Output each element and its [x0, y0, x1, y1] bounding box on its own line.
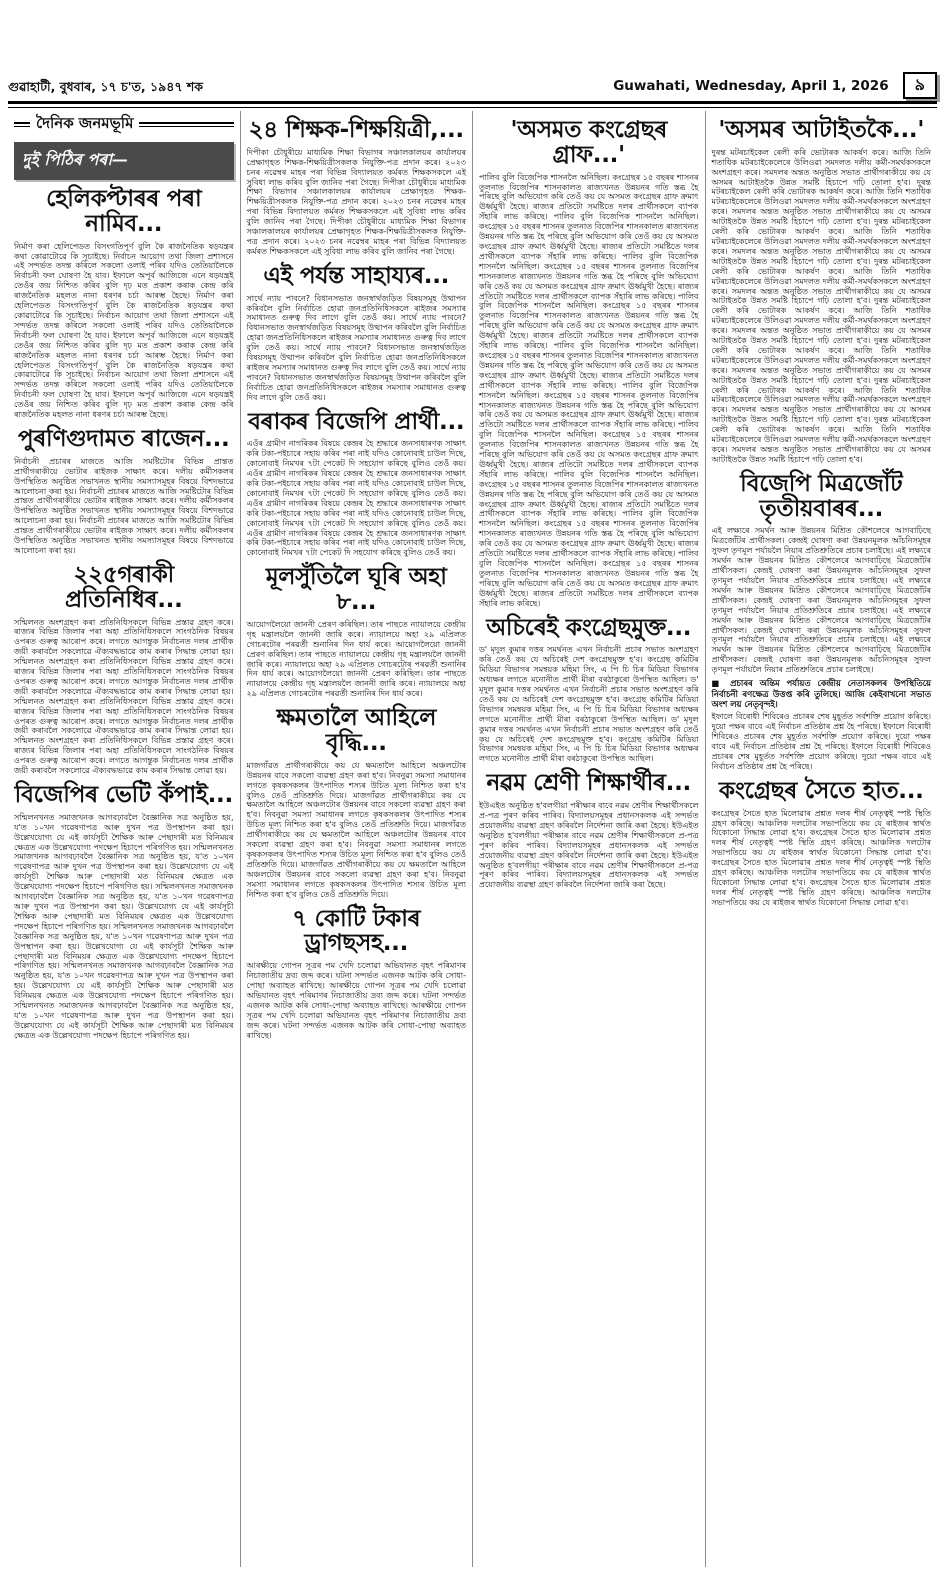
- article-body-continued: ইফালে বিৰোধী শিবিৰেও প্ৰচাৰৰ শেষ মুহূৰ্তত সৰ্বশক্তি প্ৰয়োগ কৰিছে। দুয়ো পক্ষৰ বাবে এই নিৰ্বাচন প্ৰতিষ্ঠাৰ প্ৰশ্ন হৈ পৰিছে। ইফালে বিৰোধী শিবিৰেও প্ৰচাৰৰ শেষ মুহূৰ্তত সৰ্বশক্তি প্ৰয়োগ কৰিছে। দুয়ো পক্ষৰ বাবে এই নিৰ্বাচন প্ৰতিষ্ঠাৰ প্ৰশ্ন হৈ পৰিছে। ইফালে বিৰোধী শিবিৰেও প্ৰচাৰৰ শেষ মুহূৰ্তত সৰ্বশক্তি প্ৰয়োগ কৰিছে। দুয়ো পক্ষৰ বাবে এই নিৰ্বাচন প্ৰতিষ্ঠাৰ প্ৰশ্ন হৈ পৰিছে।: [711, 712, 931, 771]
- article: [247, 565, 467, 699]
- article-bold-note: ■ প্ৰচাৰৰ অন্তিম পৰ্যায়ত কেন্দ্ৰীয় নেতাসকলৰ উপস্থিতিয়ে নিৰ্বাচনী ৰণক্ষেত্ৰ উত্তপ্ত কৰি তুলিছে। আজি কেইবাখনো সভাত অংশ লয় নেতৃবৃন্দই।: [711, 678, 931, 709]
- article-headline: ক্ষমতালৈ আহিলে বৃদ্ধি...: [276, 705, 437, 757]
- article-body: দিপীকা চৌধুৰীয়ে মাধ্যমিক শিক্ষা বিভাগৰ সঞ্চালকালয়ৰ কাৰ্যালয়ৰ প্ৰেক্ষাগৃহত শিক্ষক-শিক্ষয়িত্ৰীসকলক নিযুক্তি-পত্ৰ প্ৰদান কৰে। ২০২৩ চনৰ নৱেম্বৰ মাহৰ পৰা বিভিন্ন বিদ্যালয়ত কৰ্মৰত শিক্ষকসকলে এই সুবিধা লাভ কৰিব বুলি জানিব পৰা গৈছে। দিপীকা চৌধুৰীয়ে মাধ্যমিক শিক্ষা বিভাগৰ সঞ্চালকালয়ৰ কাৰ্যালয়ৰ প্ৰেক্ষাগৃহত শিক্ষক-শিক্ষয়িত্ৰীসকলক নিযুক্তি-পত্ৰ প্ৰদান কৰে। ২০২৩ চনৰ নৱেম্বৰ মাহৰ পৰা বিভিন্ন বিদ্যালয়ত কৰ্মৰত শিক্ষকসকলে এই সুবিধা লাভ কৰিব বুলি জানিব পৰা গৈছে। দিপীকা চৌধুৰীয়ে মাধ্যমিক শিক্ষা বিভাগৰ সঞ্চালকালয়ৰ কাৰ্যালয়ৰ প্ৰেক্ষাগৃহত শিক্ষক-শিক্ষয়িত্ৰীসকলক নিযুক্তি-পত্ৰ প্ৰদান কৰে। ২০২৩ চনৰ নৱেম্বৰ মাহৰ পৰা বিভিন্ন বিদ্যালয়ত কৰ্মৰত শিক্ষকসকলে এই সুবিধা লাভ কৰিব বুলি জানিব পৰা গৈছে।: [246, 147, 466, 256]
- article-body: এওঁৰ গ্ৰামীণ নাগৰিকৰ বিষয়ে কেন্দ্ৰৰ হৈ শ্ৰদ্ধাৰে জনসাধাৰণক সাক্ষাৎ কৰি টকা-পইচাৰে সহায় কৰিব পৰা নাই যদিও কোনোবাই চাউল দিছে, কোনোবাই নিমখৰ ৭টা পেকেট দি সহযোগ কৰিছে বুলিও তেওঁ কয়। এওঁৰ গ্ৰামীণ নাগৰিকৰ বিষয়ে কেন্দ্ৰৰ হৈ শ্ৰদ্ধাৰে জনসাধাৰণক সাক্ষাৎ কৰি টকা-পইচাৰে সহায় কৰিব পৰা নাই যদিও কোনোবাই চাউল দিছে, কোনোবাই নিমখৰ ৭টা পেকেট দি সহযোগ কৰিছে বুলিও তেওঁ কয়। এওঁৰ গ্ৰামীণ নাগৰিকৰ বিষয়ে কেন্দ্ৰৰ হৈ শ্ৰদ্ধাৰে জনসাধাৰণক সাক্ষাৎ কৰি টকা-পইচাৰে সহায় কৰিব পৰা নাই যদিও কোনোবাই চাউল দিছে, কোনোবাই নিমখৰ ৭টা পেকেট দি সহযোগ কৰিছে বুলিও তেওঁ কয়। এওঁৰ গ্ৰামীণ নাগৰিকৰ বিষয়ে কেন্দ্ৰৰ হৈ শ্ৰদ্ধাৰে জনসাধাৰণক সাক্ষাৎ কৰি টকা-পইচাৰে সহায় কৰিব পৰা নাই যদিও কোনোবাই চাউল দিছে, কোনোবাই নিমখৰ ৭টা পেকেট দি সহযোগ কৰিছে বুলিও তেওঁ কয়।: [246, 439, 466, 558]
- article-headline: বৰাকৰ বিজেপি প্ৰাৰ্থী...: [248, 408, 465, 435]
- article: [247, 264, 467, 403]
- article-headline: কংগ্ৰেছৰ সৈতে হাত...: [718, 777, 924, 804]
- article-body: আয়োগলৈয়ো জাননী প্ৰেৰণ কৰিছিল। তাৰ পাছতে ন্যায়ালয়ে কেন্দ্ৰীয় গৃহ মন্ত্ৰালয়লৈ জাননী জাৰি কৰে। ন্যায়ালয়ে অহা ২৯ এপ্ৰিলত গোচৰটোৰ পৰৱৰ্তী শুনানিৰ দিন ধাৰ্য কৰে। আয়োগলৈয়ো জাননী প্ৰেৰণ কৰিছিল। তাৰ পাছতে ন্যায়ালয়ে কেন্দ্ৰীয় গৃহ মন্ত্ৰালয়লৈ জাননী জাৰি কৰে। ন্যায়ালয়ে অহা ২৯ এপ্ৰিলত গোচৰটোৰ পৰৱৰ্তী শুনানিৰ দিন ধাৰ্য কৰে। আয়োগলৈয়ো জাননী প্ৰেৰণ কৰিছিল। তাৰ পাছতে ন্যায়ালয়ে কেন্দ্ৰীয় গৃহ মন্ত্ৰালয়লৈ জাননী জাৰি কৰে। ন্যায়ালয়ে অহা ২৯ এপ্ৰিলত গোচৰটোৰ পৰৱৰ্তী শুনানিৰ দিন ধাৰ্য কৰে।: [246, 619, 466, 699]
- article-headline: বিজেপিৰ ভেটি কঁপাই...: [14, 782, 233, 809]
- article-headline: পুৰণিগুদামত ৰাজেন...: [18, 425, 230, 452]
- article-body: দুৰন্ত মটৰচাইকেল ৰেলী কৰি ভোটাৰক আকৰ্ষণ কৰে। আজি তিনি শতাধিক মটৰচাইকেলেৰে উলিওৱা সমদলত দলীয় কৰ্মী-সমৰ্থকসকলে অংশগ্ৰহণ কৰে। সমদলৰ অন্তত অনুষ্ঠিত সভাত প্ৰাৰ্থীগৰাকীয়ে কয় যে অসমৰ আটাইতকৈ উন্নত সমষ্টি হিচাপে গঢ়ি তোলা হ'ব। দুৰন্ত মটৰচাইকেল ৰেলী কৰি ভোটাৰক আকৰ্ষণ কৰে। আজি তিনি শতাধিক মটৰচাইকেলেৰে উলিওৱা সমদলত দলীয় কৰ্মী-সমৰ্থকসকলে অংশগ্ৰহণ কৰে। সমদলৰ অন্তত অনুষ্ঠিত সভাত প্ৰাৰ্থীগৰাকীয়ে কয় যে অসমৰ আটাইতকৈ উন্নত সমষ্টি হিচাপে গঢ়ি তোলা হ'ব। দুৰন্ত মটৰচাইকেল ৰেলী কৰি ভোটাৰক আকৰ্ষণ কৰে। আজি তিনি শতাধিক মটৰচাইকেলেৰে উলিওৱা সমদলত দলীয় কৰ্মী-সমৰ্থকসকলে অংশগ্ৰহণ কৰে। সমদলৰ অন্তত অনুষ্ঠিত সভাত প্ৰাৰ্থীগৰাকীয়ে কয় যে অসমৰ আটাইতকৈ উন্নত সমষ্টি হিচাপে গঢ়ি তোলা হ'ব। দুৰন্ত মটৰচাইকেল ৰেলী কৰি ভোটাৰক আকৰ্ষণ কৰে। আজি তিনি শতাধিক মটৰচাইকেলেৰে উলিওৱা সমদলত দলীয় কৰ্মী-সমৰ্থকসকলে অংশগ্ৰহণ কৰে। সমদলৰ অন্তত অনুষ্ঠিত সভাত প্ৰাৰ্থীগৰাকীয়ে কয় যে অসমৰ আটাইতকৈ উন্নত সমষ্টি হিচাপে গঢ়ি তোলা হ'ব। দুৰন্ত মটৰচাইকেল ৰেলী কৰি ভোটাৰক আকৰ্ষণ কৰে। আজি তিনি শতাধিক মটৰচাইকেলেৰে উলিওৱা সমদলত দলীয় কৰ্মী-সমৰ্থকসকলে অংশগ্ৰহণ কৰে। সমদলৰ অন্তত অনুষ্ঠিত সভাত প্ৰাৰ্থীগৰাকীয়ে কয় যে অসমৰ আটাইতকৈ উন্নত সমষ্টি হিচাপে গঢ়ি তোলা হ'ব। দুৰন্ত মটৰচাইকেল ৰেলী কৰি ভোটাৰক আকৰ্ষণ কৰে। আজি তিনি শতাধিক মটৰচাইকেলেৰে উলিওৱা সমদলত দলীয় কৰ্মী-সমৰ্থকসকলে অংশগ্ৰহণ কৰে। সমদলৰ অন্তত অনুষ্ঠিত সভাত প্ৰাৰ্থীগৰাকীয়ে কয় যে অসমৰ আটাইতকৈ উন্নত সমষ্টি হিচাপে গঢ়ি তোলা হ'ব। দুৰন্ত মটৰচাইকেল ৰেলী কৰি ভোটাৰক আকৰ্ষণ কৰে। আজি তিনি শতাধিক মটৰচাইকেলেৰে উলিওৱা সমদলত দলীয় কৰ্মী-সমৰ্থকসকলে অংশগ্ৰহণ কৰে। সমদলৰ অন্তত অনুষ্ঠিত সভাত প্ৰাৰ্থীগৰাকীয়ে কয় যে অসমৰ আটাইতকৈ উন্নত সমষ্টি হিচাপে গঢ়ি তোলা হ'ব। দুৰন্ত মটৰচাইকেল ৰেলী কৰি ভোটাৰক আকৰ্ষণ কৰে। আজি তিনি শতাধিক মটৰচাইকেলেৰে উলিওৱা সমদলত দলীয় কৰ্মী-সমৰ্থকসকলে অংশগ্ৰহণ কৰে। সমদলৰ অন্তত অনুষ্ঠিত সভাত প্ৰাৰ্থীগৰাকীয়ে কয় যে অসমৰ আটাইতকৈ উন্নত সমষ্টি হিচাপে গঢ়ি তোলা হ'ব।: [711, 147, 931, 464]
- column-2: [240, 111, 473, 1567]
- article-headline: ৭ কোটি টকাৰ ড্ৰাগছসহ...: [292, 905, 421, 957]
- section-banner: দুই পিঠিৰ পৰা—: [14, 142, 234, 180]
- article-body: আৰক্ষীয়ে গোপন সূত্ৰৰ পম খেদি চলোৱা অভিযানত বৃহৎ পৰিমাণৰ নিচাজাতীয় দ্ৰব্য জব্দ কৰে। ঘটনা সন্দৰ্ভত এজনক আটক কৰি সোধা-পোছা অব্যাহত ৰাখিছে। আৰক্ষীয়ে গোপন সূত্ৰৰ পম খেদি চলোৱা অভিযানত বৃহৎ পৰিমাণৰ নিচাজাতীয় দ্ৰব্য জব্দ কৰে। ঘটনা সন্দৰ্ভত এজনক আটক কৰি সোধা-পোছা অব্যাহত ৰাখিছে। আৰক্ষীয়ে গোপন সূত্ৰৰ পম খেদি চলোৱা অভিযানত বৃহৎ পৰিমাণৰ নিচাজাতীয় দ্ৰব্য জব্দ কৰে। ঘটনা সন্দৰ্ভত এজনক আটক কৰি সোধা-পোছা অব্যাহত ৰাখিছে।: [246, 961, 466, 1040]
- article: [247, 706, 467, 899]
- article: [14, 783, 234, 1041]
- column-4: [705, 111, 938, 1567]
- column-3: [472, 111, 705, 1567]
- article: [712, 472, 932, 772]
- article-headline: অচিৰেই কংগ্ৰেছমুক্ত...: [486, 614, 692, 641]
- page-header: [8, 72, 937, 99]
- article-headline: ২৪ শিক্ষক-শিক্ষয়িত্ৰী,...: [248, 117, 464, 143]
- article-body: সন্মিলনত অংশগ্ৰহণ কৰা প্ৰতিনিধিসকলে বিভিন্ন প্ৰস্তাৱ গ্ৰহণ কৰে। ৰাজ্যৰ বিভিন্ন জিলাৰ পৰা অহা প্ৰতিনিধিসকলে সাংগঠনিক বিষয়ৰ ওপৰত গুৰুত্ব আৰোপ কৰে। লগতে আগন্তুক নিৰ্বাচনত দলৰ প্ৰাৰ্থীক জয়ী কৰাবলৈ সকলোৱে ঐক্যবদ্ধভাৱে কাম কৰাৰ সিদ্ধান্ত লোৱা হয়। সন্মিলনত অংশগ্ৰহণ কৰা প্ৰতিনিধিসকলে বিভিন্ন প্ৰস্তাৱ গ্ৰহণ কৰে। ৰাজ্যৰ বিভিন্ন জিলাৰ পৰা অহা প্ৰতিনিধিসকলে সাংগঠনিক বিষয়ৰ ওপৰত গুৰুত্ব আৰোপ কৰে। লগতে আগন্তুক নিৰ্বাচনত দলৰ প্ৰাৰ্থীক জয়ী কৰাবলৈ সকলোৱে ঐক্যবদ্ধভাৱে কাম কৰাৰ সিদ্ধান্ত লোৱা হয়। সন্মিলনত অংশগ্ৰহণ কৰা প্ৰতিনিধিসকলে বিভিন্ন প্ৰস্তাৱ গ্ৰহণ কৰে। ৰাজ্যৰ বিভিন্ন জিলাৰ পৰা অহা প্ৰতিনিধিসকলে সাংগঠনিক বিষয়ৰ ওপৰত গুৰুত্ব আৰোপ কৰে। লগতে আগন্তুক নিৰ্বাচনত দলৰ প্ৰাৰ্থীক জয়ী কৰাবলৈ সকলোৱে ঐক্যবদ্ধভাৱে কাম কৰাৰ সিদ্ধান্ত লোৱা হয়। সন্মিলনত অংশগ্ৰহণ কৰা প্ৰতিনিধিসকলে বিভিন্ন প্ৰস্তাৱ গ্ৰহণ কৰে। ৰাজ্যৰ বিভিন্ন জিলাৰ পৰা অহা প্ৰতিনিধিসকলে সাংগঠনিক বিষয়ৰ ওপৰত গুৰুত্ব আৰোপ কৰে। লগতে আগন্তুক নিৰ্বাচনত দলৰ প্ৰাৰ্থীক জয়ী কৰাবলৈ সকলোৱে ঐক্যবদ্ধভাৱে কাম কৰাৰ সিদ্ধান্ত লোৱা হয়।: [14, 617, 234, 776]
- article: [712, 779, 932, 908]
- masthead: [14, 112, 234, 137]
- article: [14, 563, 234, 776]
- article-body: সন্মিলনখনত সমাজখনক আগবঢ়াবলৈ বৈজ্ঞানিক সত্ৰ অনুষ্ঠিত হয়, য'ত ১০খন গৱেষণাপত্ৰ আৰু দুখন পত্ৰ উপস্থাপন কৰা হয়। উল্লেখযোগ্য যে এই কাৰ্যসূচী শৈক্ষিক আৰু পেছাদাৰী মত বিনিময়ৰ ক্ষেত্ৰত এক উল্লেখযোগ্য পদক্ষেপ হিচাপে পৰিগণিত হয়। সন্মিলনখনত সমাজখনক আগবঢ়াবলৈ বৈজ্ঞানিক সত্ৰ অনুষ্ঠিত হয়, য'ত ১০খন গৱেষণাপত্ৰ আৰু দুখন পত্ৰ উপস্থাপন কৰা হয়। উল্লেখযোগ্য যে এই কাৰ্যসূচী শৈক্ষিক আৰু পেছাদাৰী মত বিনিময়ৰ ক্ষেত্ৰত এক উল্লেখযোগ্য পদক্ষেপ হিচাপে পৰিগণিত হয়। সন্মিলনখনত সমাজখনক আগবঢ়াবলৈ বৈজ্ঞানিক সত্ৰ অনুষ্ঠিত হয়, য'ত ১০খন গৱেষণাপত্ৰ আৰু দুখন পত্ৰ উপস্থাপন কৰা হয়। উল্লেখযোগ্য যে এই কাৰ্যসূচী শৈক্ষিক আৰু পেছাদাৰী মত বিনিময়ৰ ক্ষেত্ৰত এক উল্লেখযোগ্য পদক্ষেপ হিচাপে পৰিগণিত হয়। সন্মিলনখনত সমাজখনক আগবঢ়াবলৈ বৈজ্ঞানিক সত্ৰ অনুষ্ঠিত হয়, য'ত ১০খন গৱেষণাপত্ৰ আৰু দুখন পত্ৰ উপস্থাপন কৰা হয়। উল্লেখযোগ্য যে এই কাৰ্যসূচী শৈক্ষিক আৰু পেছাদাৰী মত বিনিময়ৰ ক্ষেত্ৰত এক উল্লেখযোগ্য পদক্ষেপ হিচাপে পৰিগণিত হয়। সন্মিলনখনত সমাজখনক আগবঢ়াবলৈ বৈজ্ঞানিক সত্ৰ অনুষ্ঠিত হয়, য'ত ১০খন গৱেষণাপত্ৰ আৰু দুখন পত্ৰ উপস্থাপন কৰা হয়। উল্লেখযোগ্য যে এই কাৰ্যসূচী শৈক্ষিক আৰু পেছাদাৰী মত বিনিময়ৰ ক্ষেত্ৰত এক উল্লেখযোগ্য পদক্ষেপ হিচাপে পৰিগণিত হয়। সন্মিলনখনত সমাজখনক আগবঢ়াবলৈ বৈজ্ঞানিক সত্ৰ অনুষ্ঠিত হয়, য'ত ১০খন গৱেষণাপত্ৰ আৰু দুখন পত্ৰ উপস্থাপন কৰা হয়। উল্লেখযোগ্য যে এই কাৰ্যসূচী শৈক্ষিক আৰু পেছাদাৰী মত বিনিময়ৰ ক্ষেত্ৰত এক উল্লেখযোগ্য পদক্ষেপ হিচাপে পৰিগণিত হয়।: [14, 812, 234, 1040]
- article-headline: বিজেপি মিত্ৰজোঁট তৃতীয়বাৰৰ...: [740, 470, 903, 522]
- article: [247, 907, 467, 1041]
- article-headline: এই পৰ্যন্ত সাহায্যৰ...: [263, 262, 450, 289]
- article-headline: মূলসুঁতিলৈ ঘূৰি অহা ৮...: [265, 564, 447, 616]
- article: [247, 410, 467, 559]
- header-right: [613, 72, 937, 99]
- article: [14, 427, 234, 556]
- article-body: পালিব বুলি বিজেপিক শাসনলৈ অনিছিল। কংগ্ৰেছৰ ১৫ বছৰৰ শাসনৰ তুলনাত বিজেপিৰ শাসনকালত ৰাজ্যখনত উন্নয়নৰ গতি স্তব্ধ হৈ পৰিছে বুলি অভিযোগ কৰি তেওঁ কয় যে অসমত কংগ্ৰেছৰ গ্ৰাফ ক্ৰমাৎ ঊৰ্ধ্বমুখী হৈছে। ৰাজ্যৰ প্ৰতিটো সমষ্টিতে দলৰ প্ৰাৰ্থীসকলে ব্যাপক সঁহাৰি লাভ কৰিছে। পালিব বুলি বিজেপিক শাসনলৈ অনিছিল। কংগ্ৰেছৰ ১৫ বছৰৰ শাসনৰ তুলনাত বিজেপিৰ শাসনকালত ৰাজ্যখনত উন্নয়নৰ গতি স্তব্ধ হৈ পৰিছে বুলি অভিযোগ কৰি তেওঁ কয় যে অসমত কংগ্ৰেছৰ গ্ৰাফ ক্ৰমাৎ ঊৰ্ধ্বমুখী হৈছে। ৰাজ্যৰ প্ৰতিটো সমষ্টিতে দলৰ প্ৰাৰ্থীসকলে ব্যাপক সঁহাৰি লাভ কৰিছে। পালিব বুলি বিজেপিক শাসনলৈ অনিছিল। কংগ্ৰেছৰ ১৫ বছৰৰ শাসনৰ তুলনাত বিজেপিৰ শাসনকালত ৰাজ্যখনত উন্নয়নৰ গতি স্তব্ধ হৈ পৰিছে বুলি অভিযোগ কৰি তেওঁ কয় যে অসমত কংগ্ৰেছৰ গ্ৰাফ ক্ৰমাৎ ঊৰ্ধ্বমুখী হৈছে। ৰাজ্যৰ প্ৰতিটো সমষ্টিতে দলৰ প্ৰাৰ্থীসকলে ব্যাপক সঁহাৰি লাভ কৰিছে। পালিব বুলি বিজেপিক শাসনলৈ অনিছিল। কংগ্ৰেছৰ ১৫ বছৰৰ শাসনৰ তুলনাত বিজেপিৰ শাসনকালত ৰাজ্যখনত উন্নয়নৰ গতি স্তব্ধ হৈ পৰিছে বুলি অভিযোগ কৰি তেওঁ কয় যে অসমত কংগ্ৰেছৰ গ্ৰাফ ক্ৰমাৎ ঊৰ্ধ্বমুখী হৈছে। ৰাজ্যৰ প্ৰতিটো সমষ্টিতে দলৰ প্ৰাৰ্থীসকলে ব্যাপক সঁহাৰি লাভ কৰিছে। পালিব বুলি বিজেপিক শাসনলৈ অনিছিল। কংগ্ৰেছৰ ১৫ বছৰৰ শাসনৰ তুলনাত বিজেপিৰ শাসনকালত ৰাজ্যখনত উন্নয়নৰ গতি স্তব্ধ হৈ পৰিছে বুলি অভিযোগ কৰি তেওঁ কয় যে অসমত কংগ্ৰেছৰ গ্ৰাফ ক্ৰমাৎ ঊৰ্ধ্বমুখী হৈছে। ৰাজ্যৰ প্ৰতিটো সমষ্টিতে দলৰ প্ৰাৰ্থীসকলে ব্যাপক সঁহাৰি লাভ কৰিছে। পালিব বুলি বিজেপিক শাসনলৈ অনিছিল। কংগ্ৰেছৰ ১৫ বছৰৰ শাসনৰ তুলনাত বিজেপিৰ শাসনকালত ৰাজ্যখনত উন্নয়নৰ গতি স্তব্ধ হৈ পৰিছে বুলি অভিযোগ কৰি তেওঁ কয় যে অসমত কংগ্ৰেছৰ গ্ৰাফ ক্ৰমাৎ ঊৰ্ধ্বমুখী হৈছে। ৰাজ্যৰ প্ৰতিটো সমষ্টিতে দলৰ প্ৰাৰ্থীসকলে ব্যাপক সঁহাৰি লাভ কৰিছে। পালিব বুলি বিজেপিক শাসনলৈ অনিছিল। কংগ্ৰেছৰ ১৫ বছৰৰ শাসনৰ তুলনাত বিজেপিৰ শাসনকালত ৰাজ্যখনত উন্নয়নৰ গতি স্তব্ধ হৈ পৰিছে বুলি অভিযোগ কৰি তেওঁ কয় যে অসমত কংগ্ৰেছৰ গ্ৰাফ ক্ৰমাৎ ঊৰ্ধ্বমুখী হৈছে। ৰাজ্যৰ প্ৰতিটো সমষ্টিতে দলৰ প্ৰাৰ্থীসকলে ব্যাপক সঁহাৰি লাভ কৰিছে। পালিব বুলি বিজেপিক শাসনলৈ অনিছিল। কংগ্ৰেছৰ ১৫ বছৰৰ শাসনৰ তুলনাত বিজেপিৰ শাসনকালত ৰাজ্যখনত উন্নয়নৰ গতি স্তব্ধ হৈ পৰিছে বুলি অভিযোগ কৰি তেওঁ কয় যে অসমত কংগ্ৰেছৰ গ্ৰাফ ক্ৰমাৎ ঊৰ্ধ্বমুখী হৈছে। ৰাজ্যৰ প্ৰতিটো সমষ্টিতে দলৰ প্ৰাৰ্থীসকলে ব্যাপক সঁহাৰি লাভ কৰিছে। পালিব বুলি বিজেপিক শাসনলৈ অনিছিল। কংগ্ৰেছৰ ১৫ বছৰৰ শাসনৰ তুলনাত বিজেপিৰ শাসনকালত ৰাজ্যখনত উন্নয়নৰ গতি স্তব্ধ হৈ পৰিছে বুলি অভিযোগ কৰি তেওঁ কয় যে অসমত কংগ্ৰেছৰ গ্ৰাফ ক্ৰমাৎ ঊৰ্ধ্বমুখী হৈছে। ৰাজ্যৰ প্ৰতিটো সমষ্টিতে দলৰ প্ৰাৰ্থীসকলে ব্যাপক সঁহাৰি লাভ কৰিছে। পালিব বুলি বিজেপিক শাসনলৈ অনিছিল। কংগ্ৰেছৰ ১৫ বছৰৰ শাসনৰ তুলনাত বিজেপিৰ শাসনকালত ৰাজ্যখনত উন্নয়নৰ গতি স্তব্ধ হৈ পৰিছে বুলি অভিযোগ কৰি তেওঁ কয় যে অসমত কংগ্ৰেছৰ গ্ৰাফ ক্ৰমাৎ ঊৰ্ধ্বমুখী হৈছে। ৰাজ্যৰ প্ৰতিটো সমষ্টিতে দলৰ প্ৰাৰ্থীসকলে ব্যাপক সঁহাৰি লাভ কৰিছে।: [479, 172, 699, 608]
- columns: [8, 111, 937, 1567]
- masthead-title: দৈনিক জনমভূমি: [36, 114, 134, 132]
- article: [14, 187, 234, 420]
- masthead-rule-right: [139, 122, 233, 127]
- article-body: সাৰ্থে ন্যায় পাবনে? বিধানসভাত জনস্বাৰ্থজড়িত বিষয়সমূহ উত্থাপন কৰিবলৈ বুলি নিৰ্বাচিত হোৱা জনপ্ৰতিনিধিসকলে ৰাইজৰ সমস্যাৰ সমাধানত গুৰুত্ব দিব লাগে বুলি তেওঁ কয়। সাৰ্থে ন্যায় পাবনে? বিধানসভাত জনস্বাৰ্থজড়িত বিষয়সমূহ উত্থাপন কৰিবলৈ বুলি নিৰ্বাচিত হোৱা জনপ্ৰতিনিধিসকলে ৰাইজৰ সমস্যাৰ সমাধানত গুৰুত্ব দিব লাগে বুলি তেওঁ কয়। সাৰ্থে ন্যায় পাবনে? বিধানসভাত জনস্বাৰ্থজড়িত বিষয়সমূহ উত্থাপন কৰিবলৈ বুলি নিৰ্বাচিত হোৱা জনপ্ৰতিনিধিসকলে ৰাইজৰ সমস্যাৰ সমাধানত গুৰুত্ব দিব লাগে বুলি তেওঁ কয়। সাৰ্থে ন্যায় পাবনে? বিধানসভাত জনস্বাৰ্থজড়িত বিষয়সমূহ উত্থাপন কৰিবলৈ বুলি নিৰ্বাচিত হোৱা জনপ্ৰতিনিধিসকলে ৰাইজৰ সমস্যাৰ সমাধানত গুৰুত্ব দিব লাগে বুলি তেওঁ কয়।: [246, 293, 466, 402]
- dateline-english: Guwahati, Wednesday, April 1, 2026: [613, 77, 889, 94]
- article: [479, 118, 699, 609]
- article-body: নিৰ্মাণ কৰা হেলিপেডত বিসংগতিপূৰ্ণ বুলি কৈ ৰাজনৈতিক ষড়যন্ত্ৰৰ কথা কোৱাটোৱে কি সূচাইছে। নিৰ্বাচন আয়োগ তথা জিলা প্ৰশাসনে এই সন্দৰ্ভত তদন্ত কৰিলে সকলো ওলাই পৰিব যদিও তেতিয়ালৈকে নিৰ্বাচনী ফল ঘোষণা হৈ যাব। ইফালে অপূৰ্ব আজিজে এনে ষড়যন্ত্ৰই তেওঁৰ জয় নিশ্চিত কৰিব বুলি দৃঢ় মত প্ৰকাশ কৰাক কেন্দ্ৰ কৰি ৰাজনৈতিক মহলত নানা ধৰণৰ চৰ্চা আৰম্ভ হৈছে। নিৰ্মাণ কৰা হেলিপেডত বিসংগতিপূৰ্ণ বুলি কৈ ৰাজনৈতিক ষড়যন্ত্ৰৰ কথা কোৱাটোৱে কি সূচাইছে। নিৰ্বাচন আয়োগ তথা জিলা প্ৰশাসনে এই সন্দৰ্ভত তদন্ত কৰিলে সকলো ওলাই পৰিব যদিও তেতিয়ালৈকে নিৰ্বাচনী ফল ঘোষণা হৈ যাব। ইফালে অপূৰ্ব আজিজে এনে ষড়যন্ত্ৰই তেওঁৰ জয় নিশ্চিত কৰিব বুলি দৃঢ় মত প্ৰকাশ কৰাক কেন্দ্ৰ কৰি ৰাজনৈতিক মহলত নানা ধৰণৰ চৰ্চা আৰম্ভ হৈছে। নিৰ্মাণ কৰা হেলিপেডত বিসংগতিপূৰ্ণ বুলি কৈ ৰাজনৈতিক ষড়যন্ত্ৰৰ কথা কোৱাটোৱে কি সূচাইছে। নিৰ্বাচন আয়োগ তথা জিলা প্ৰশাসনে এই সন্দৰ্ভত তদন্ত কৰিলে সকলো ওলাই পৰিব যদিও তেতিয়ালৈকে নিৰ্বাচনী ফল ঘোষণা হৈ যাব। ইফালে অপূৰ্ব আজিজে এনে ষড়যন্ত্ৰই তেওঁৰ জয় নিশ্চিত কৰিব বুলি দৃঢ় মত প্ৰকাশ কৰাক কেন্দ্ৰ কৰি ৰাজনৈতিক মহলত নানা ধৰণৰ চৰ্চা আৰম্ভ হৈছে।: [14, 241, 234, 420]
- article-headline: 'অসমৰ আটাইতকৈ...': [718, 117, 925, 143]
- article-headline: হেলিকপ্টাৰৰ পৰা নামিব...: [46, 186, 202, 237]
- article: [712, 118, 932, 465]
- article: [479, 616, 699, 765]
- article-headline: ২২৫গৰাকী প্ৰতিনিধিৰ...: [64, 561, 183, 613]
- article-body: ড' মৃদুল কুমাৰ দত্তৰ সমৰ্থনত এখন নিৰ্বাচনী প্ৰচাৰ সভাত অংশগ্ৰহণ কৰি তেওঁ কয় যে অচিৰেই দেশ কংগ্ৰেছমুক্ত হ'ব। কংগ্ৰেছ কমিটিৰ মিডিয়া বিভাগৰ সমন্বয়ক মহিমা সিং, এ পি চি চিৰ মিডিয়া বিভাগৰ অধ্যক্ষৰ লগতে মনোনীত প্ৰাৰ্থী মীৰা বৰঠাকুৰো উপস্থিত আছিল। ড' মৃদুল কুমাৰ দত্তৰ সমৰ্থনত এখন নিৰ্বাচনী প্ৰচাৰ সভাত অংশগ্ৰহণ কৰি তেওঁ কয় যে অচিৰেই দেশ কংগ্ৰেছমুক্ত হ'ব। কংগ্ৰেছ কমিটিৰ মিডিয়া বিভাগৰ সমন্বয়ক মহিমা সিং, এ পি চি চিৰ মিডিয়া বিভাগৰ অধ্যক্ষৰ লগতে মনোনীত প্ৰাৰ্থী মীৰা বৰঠাকুৰো উপস্থিত আছিল। ড' মৃদুল কুমাৰ দত্তৰ সমৰ্থনত এখন নিৰ্বাচনী প্ৰচাৰ সভাত অংশগ্ৰহণ কৰি তেওঁ কয় যে অচিৰেই দেশ কংগ্ৰেছমুক্ত হ'ব। কংগ্ৰেছ কমিটিৰ মিডিয়া বিভাগৰ সমন্বয়ক মহিমা সিং, এ পি চি চিৰ মিডিয়া বিভাগৰ অধ্যক্ষৰ লগতে মনোনীত প্ৰাৰ্থী মীৰা বৰঠাকুৰো উপস্থিত আছিল।: [479, 645, 699, 764]
- page-number-badge: ৯: [903, 72, 937, 99]
- article-body: কংগ্ৰেছৰ সৈতে হাত মিলোৱাৰ প্ৰশ্নত দলৰ শীৰ্ষ নেতৃত্বই স্পষ্ট স্থিতি গ্ৰহণ কৰিছে। আঞ্চলিক দলটোৰ সভাপতিয়ে কয় যে ৰাইজৰ স্বাৰ্থত যিকোনো সিদ্ধান্ত লোৱা হ'ব। কংগ্ৰেছৰ সৈতে হাত মিলোৱাৰ প্ৰশ্নত দলৰ শীৰ্ষ নেতৃত্বই স্পষ্ট স্থিতি গ্ৰহণ কৰিছে। আঞ্চলিক দলটোৰ সভাপতিয়ে কয় যে ৰাইজৰ স্বাৰ্থত যিকোনো সিদ্ধান্ত লোৱা হ'ব। কংগ্ৰেছৰ সৈতে হাত মিলোৱাৰ প্ৰশ্নত দলৰ শীৰ্ষ নেতৃত্বই স্পষ্ট স্থিতি গ্ৰহণ কৰিছে। আঞ্চলিক দলটোৰ সভাপতিয়ে কয় যে ৰাইজৰ স্বাৰ্থত যিকোনো সিদ্ধান্ত লোৱা হ'ব। কংগ্ৰেছৰ সৈতে হাত মিলোৱাৰ প্ৰশ্নত দলৰ শীৰ্ষ নেতৃত্বই স্পষ্ট স্থিতি গ্ৰহণ কৰিছে। আঞ্চলিক দলটোৰ সভাপতিয়ে কয় যে ৰাইজৰ স্বাৰ্থত যিকোনো সিদ্ধান্ত লোৱা হ'ব।: [711, 808, 931, 907]
- article: [479, 771, 699, 890]
- masthead-rule-left: [14, 122, 30, 127]
- header-rule: [8, 101, 937, 108]
- article: [247, 118, 467, 257]
- column-1: [8, 111, 240, 1567]
- dateline-assamese: গুৱাহাটী, বুধবাৰ, ১৭ চ'ত, ১৯৪৭ শক: [8, 79, 203, 95]
- article-body: এই লক্ষ্যৰে সমৰ্থন আৰু উন্নয়নৰ মিশ্ৰিত কৌশলেৰে আগবাঢ়িছে মিত্ৰজোঁটৰ প্ৰাৰ্থীসকল। কেন্দ্ৰই ঘোষণা কৰা উন্নয়নমূলক আঁচনিসমূহৰ সুফল তৃণমূল পৰ্যায়লৈ নিয়াৰ প্ৰতিশ্ৰুতিৰে প্ৰচাৰ চলাইছে। এই লক্ষ্যৰে সমৰ্থন আৰু উন্নয়নৰ মিশ্ৰিত কৌশলেৰে আগবাঢ়িছে মিত্ৰজোঁটৰ প্ৰাৰ্থীসকল। কেন্দ্ৰই ঘোষণা কৰা উন্নয়নমূলক আঁচনিসমূহৰ সুফল তৃণমূল পৰ্যায়লৈ নিয়াৰ প্ৰতিশ্ৰুতিৰে প্ৰচাৰ চলাইছে। এই লক্ষ্যৰে সমৰ্থন আৰু উন্নয়নৰ মিশ্ৰিত কৌশলেৰে আগবাঢ়িছে মিত্ৰজোঁটৰ প্ৰাৰ্থীসকল। কেন্দ্ৰই ঘোষণা কৰা উন্নয়নমূলক আঁচনিসমূহৰ সুফল তৃণমূল পৰ্যায়লৈ নিয়াৰ প্ৰতিশ্ৰুতিৰে প্ৰচাৰ চলাইছে। এই লক্ষ্যৰে সমৰ্থন আৰু উন্নয়নৰ মিশ্ৰিত কৌশলেৰে আগবাঢ়িছে মিত্ৰজোঁটৰ প্ৰাৰ্থীসকল। কেন্দ্ৰই ঘোষণা কৰা উন্নয়নমূলক আঁচনিসমূহৰ সুফল তৃণমূল পৰ্যায়লৈ নিয়াৰ প্ৰতিশ্ৰুতিৰে প্ৰচাৰ চলাইছে। এই লক্ষ্যৰে সমৰ্থন আৰু উন্নয়নৰ মিশ্ৰিত কৌশলেৰে আগবাঢ়িছে মিত্ৰজোঁটৰ প্ৰাৰ্থীসকল। কেন্দ্ৰই ঘোষণা কৰা উন্নয়নমূলক আঁচনিসমূহৰ সুফল তৃণমূল পৰ্যায়লৈ নিয়াৰ প্ৰতিশ্ৰুতিৰে প্ৰচাৰ চলাইছে।: [711, 526, 931, 675]
- article-headline: 'অসমত কংগ্ৰেছৰ গ্ৰাফ...': [510, 117, 668, 168]
- article-headline: নৱম শ্ৰেণী শিক্ষাৰ্থীৰ...: [486, 770, 691, 797]
- article-body: ইউএইত অনুষ্ঠিত হ'বলগীয়া পৰীক্ষাৰ বাবে নৱম শ্ৰেণীৰ শিক্ষাৰ্থীসকলে প্ৰ-পত্ৰ পূৰণ কৰিব পাৰিব। বিদ্যালয়সমূহৰ প্ৰধানসকলক এই সন্দৰ্ভত প্ৰয়োজনীয় ব্যৱস্থা গ্ৰহণ কৰিবলৈ নিৰ্দেশনা জাৰি কৰা হৈছে। ইউএইত অনুষ্ঠিত হ'বলগীয়া পৰীক্ষাৰ বাবে নৱম শ্ৰেণীৰ শিক্ষাৰ্থীসকলে প্ৰ-পত্ৰ পূৰণ কৰিব পাৰিব। বিদ্যালয়সমূহৰ প্ৰধানসকলক এই সন্দৰ্ভত প্ৰয়োজনীয় ব্যৱস্থা গ্ৰহণ কৰিবলৈ নিৰ্দেশনা জাৰি কৰা হৈছে। ইউএইত অনুষ্ঠিত হ'বলগীয়া পৰীক্ষাৰ বাবে নৱম শ্ৰেণীৰ শিক্ষাৰ্থীসকলে প্ৰ-পত্ৰ পূৰণ কৰিব পাৰিব। বিদ্যালয়সমূহৰ প্ৰধানসকলক এই সন্দৰ্ভত প্ৰয়োজনীয় ব্যৱস্থা গ্ৰহণ কৰিবলৈ নিৰ্দেশনা জাৰি কৰা হৈছে।: [479, 801, 699, 890]
- article-body: নিৰ্বাচনী প্ৰচাৰৰ মাজতে আজি সমষ্টিটোৰ বিভিন্ন প্ৰান্তত প্ৰাৰ্থীগৰাকীয়ে ভোটাৰ ৰাইজক সাক্ষাৎ কৰে। দলীয় কৰ্মীসকলৰ উপস্থিতিত অনুষ্ঠিত সভাখনত স্থানীয় সমস্যাসমূহৰ বিষয়ে বিশদভাৱে আলোচনা কৰা হয়। নিৰ্বাচনী প্ৰচাৰৰ মাজতে আজি সমষ্টিটোৰ বিভিন্ন প্ৰান্তত প্ৰাৰ্থীগৰাকীয়ে ভোটাৰ ৰাইজক সাক্ষাৎ কৰে। দলীয় কৰ্মীসকলৰ উপস্থিতিত অনুষ্ঠিত সভাখনত স্থানীয় সমস্যাসমূহৰ বিষয়ে বিশদভাৱে আলোচনা কৰা হয়। নিৰ্বাচনী প্ৰচাৰৰ মাজতে আজি সমষ্টিটোৰ বিভিন্ন প্ৰান্তত প্ৰাৰ্থীগৰাকীয়ে ভোটাৰ ৰাইজক সাক্ষাৎ কৰে। দলীয় কৰ্মীসকলৰ উপস্থিতিত অনুষ্ঠিত সভাখনত স্থানীয় সমস্যাসমূহৰ বিষয়ে বিশদভাৱে আলোচনা কৰা হয়।: [14, 456, 234, 555]
- article-body: মাজগাঁৱত প্ৰাৰ্থীগৰাকীয়ে কয় যে ক্ষমতালৈ আহিলে অঞ্চলটোৰ উন্নয়নৰ বাবে সকলো ব্যৱস্থা গ্ৰহণ কৰা হ'ব। নিবনুৱা সমস্যা সমাধানৰ লগতে কৃষকসকলৰ উৎপাদিত শস্যৰ উচিত মূল্য নিশ্চিত কৰা হ'ব বুলিও তেওঁ প্ৰতিশ্ৰুতি দিয়ে। মাজগাঁৱত প্ৰাৰ্থীগৰাকীয়ে কয় যে ক্ষমতালৈ আহিলে অঞ্চলটোৰ উন্নয়নৰ বাবে সকলো ব্যৱস্থা গ্ৰহণ কৰা হ'ব। নিবনুৱা সমস্যা সমাধানৰ লগতে কৃষকসকলৰ উৎপাদিত শস্যৰ উচিত মূল্য নিশ্চিত কৰা হ'ব বুলিও তেওঁ প্ৰতিশ্ৰুতি দিয়ে। মাজগাঁৱত প্ৰাৰ্থীগৰাকীয়ে কয় যে ক্ষমতালৈ আহিলে অঞ্চলটোৰ উন্নয়নৰ বাবে সকলো ব্যৱস্থা গ্ৰহণ কৰা হ'ব। নিবনুৱা সমস্যা সমাধানৰ লগতে কৃষকসকলৰ উৎপাদিত শস্যৰ উচিত মূল্য নিশ্চিত কৰা হ'ব বুলিও তেওঁ প্ৰতিশ্ৰুতি দিয়ে। মাজগাঁৱত প্ৰাৰ্থীগৰাকীয়ে কয় যে ক্ষমতালৈ আহিলে অঞ্চলটোৰ উন্নয়নৰ বাবে সকলো ব্যৱস্থা গ্ৰহণ কৰা হ'ব। নিবনুৱা সমস্যা সমাধানৰ লগতে কৃষকসকলৰ উৎপাদিত শস্যৰ উচিত মূল্য নিশ্চিত কৰা হ'ব বুলিও তেওঁ প্ৰতিশ্ৰুতি দিয়ে।: [246, 760, 466, 899]
